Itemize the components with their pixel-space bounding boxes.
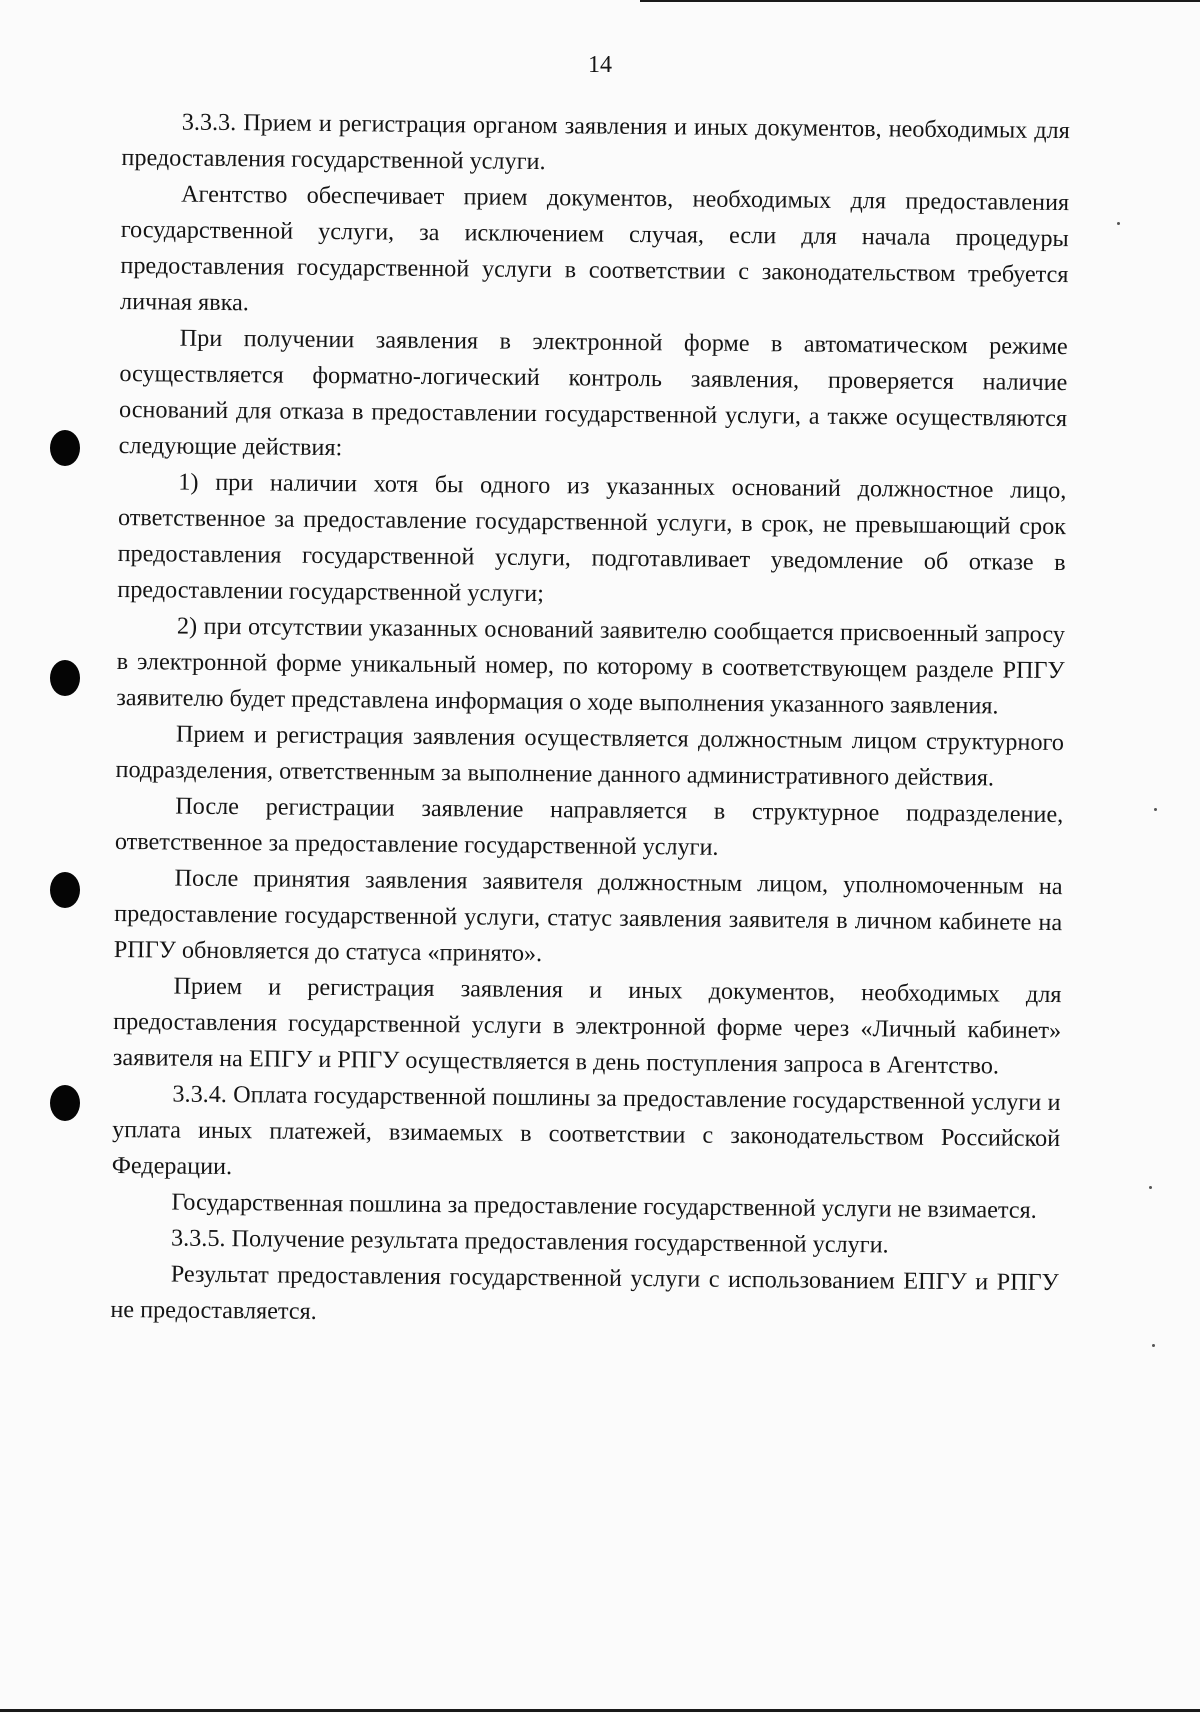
paragraph-agency-documents: Агентство обеспечивает прием документов, необходимых для предоставления государственной услуги, за исключением случая, если для начала процедуры предоставления государственной услуги в соответствии с законодательством требуется личная явка. <box>119 180 1070 317</box>
scan-speck <box>1117 222 1120 225</box>
paragraph-personal-cabinet: Прием и регистрация заявления и иных документов, необходимых для предоставления государственной услуги в электронной форме через «Личный кабинет» заявителя на ЕПГУ и РПГУ осуществляется в день поступления запроса в Агентство. <box>112 972 1062 1080</box>
punch-hole-mark <box>50 660 80 696</box>
paragraph-status-update: После принятия заявления заявителя должностным лицом, уполномоченным на предоставление государственной услуги, статус заявления заявителя в личном кабинете на РПГУ обновляется до статуса «принято». <box>113 864 1063 968</box>
scan-speck <box>1149 1186 1152 1189</box>
paragraph-registration: Прием и регистрация заявления осуществляется должностным лицом структурного подразделения, ответственным за выполнение данного административного действия. <box>115 720 1065 792</box>
paragraph-3-3-4-heading: 3.3.4. Оплата государственной пошлины за предоставление государственной услуги и уплата иных платежей, взимаемых в соответствии с законодательством Российской Федерации. <box>111 1080 1061 1181</box>
paragraph-after-registration: После регистрации заявление направляется в структурное подразделение, ответственное за предоставление государственной услуги. <box>114 792 1064 861</box>
paragraph-electronic-control: При получении заявления в электронной форме в автоматическом режиме осуществляется форматно-логический контроль заявления, проверяется наличие оснований для отказа в предоставлении государственной услуги, а также осуществляются следующие действия: <box>118 324 1068 462</box>
punch-hole-mark <box>50 872 80 908</box>
paragraph-3-3-3-heading: 3.3.3. Прием и регистрация органом заявления и иных документов, необходимых для предоставления государственной услуги. <box>121 108 1070 176</box>
scan-speck <box>1152 1344 1155 1347</box>
punch-hole-mark <box>50 430 80 466</box>
punch-hole-mark <box>50 1085 80 1121</box>
document-body <box>110 104 1070 1337</box>
paragraph-item-2: 2) при отсутствии указанных оснований заявителю сообщается присвоенный запросу в электронной форме уникальный номер, по которому в соответствующем разделе РПГУ заявителю будет представлена информация о ходе выполнения указанного заявления. <box>116 612 1066 720</box>
paragraph-result-not-provided: Результат предоставления государственной услуги с использованием ЕПГУ и РПГУ не предоставляется. <box>110 1260 1059 1325</box>
scan-speck <box>1154 808 1157 811</box>
scan-edge-bottom <box>0 1709 1200 1712</box>
paragraph-duty-not-charged: Государственная пошлина за предоставление государственной услуги не взимается. <box>171 1188 1037 1224</box>
paragraph-3-3-5-heading: 3.3.5. Получение результата предоставления государственной услуги. <box>170 1224 889 1259</box>
page-number: 14 <box>588 52 612 78</box>
paragraph-item-1: 1) при наличии хотя бы одного из указанных оснований должностное лицо, ответственное за предоставление государственной услуги, в срок, не превышающий срок предоставления государственной услуги, подготавливает уведомление об отказе в предоставлении государственной услуги; <box>117 468 1067 608</box>
scan-edge-top <box>640 0 1200 2</box>
